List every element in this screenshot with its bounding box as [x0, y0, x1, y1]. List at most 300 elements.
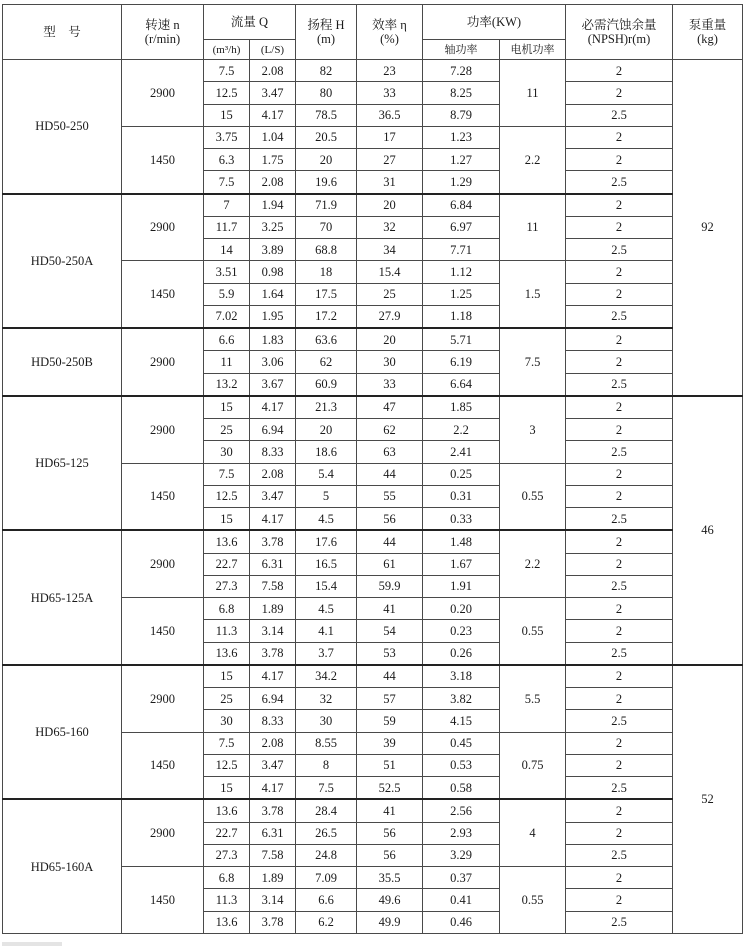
- head-cell: 30: [296, 710, 357, 732]
- head-cell: 26.5: [296, 822, 357, 844]
- npsh-cell: 2: [566, 665, 673, 688]
- table-row: [3, 665, 743, 688]
- head-cell: 3.7: [296, 642, 357, 665]
- shaft-power-cell: 8.79: [423, 104, 500, 126]
- npsh-cell: 2: [566, 261, 673, 283]
- npsh-cell: 2: [566, 598, 673, 620]
- shaft-power-cell: 8.25: [423, 82, 500, 104]
- table-row: [3, 194, 743, 217]
- efficiency-cell: 20: [357, 328, 423, 351]
- efficiency-cell: 33: [357, 82, 423, 104]
- head-cell: 71.9: [296, 194, 357, 217]
- shaft-power-cell: 3.18: [423, 665, 500, 688]
- flow-m3h-cell: 11.3: [204, 889, 250, 911]
- flow-ls-cell: 3.25: [250, 216, 296, 238]
- head-header-label: 扬程 H: [307, 18, 345, 32]
- flow-m3h-cell: 6.3: [204, 149, 250, 171]
- speed-cell: 2900: [122, 328, 204, 396]
- flow-ls-cell: 3.06: [250, 351, 296, 373]
- shaft-power-cell: 1.27: [423, 149, 500, 171]
- flow-ls-cell: 8.33: [250, 441, 296, 463]
- flow-ls-cell: 1.04: [250, 126, 296, 148]
- npsh-cell: 2: [566, 822, 673, 844]
- speed-cell: 1450: [122, 867, 204, 934]
- flow-ls-cell: 8.33: [250, 710, 296, 732]
- head-cell: 17.5: [296, 283, 357, 305]
- shaft-power-cell: 1.23: [423, 126, 500, 148]
- npsh-cell: 2.5: [566, 642, 673, 665]
- flow-m3h-cell: 12.5: [204, 485, 250, 507]
- head-cell: 34.2: [296, 665, 357, 688]
- flow-ls-cell: 4.17: [250, 104, 296, 126]
- npsh-cell: 2: [566, 216, 673, 238]
- npsh-cell: 2: [566, 126, 673, 148]
- speed-cell: 1450: [122, 732, 204, 799]
- flow-ls-cell: 6.31: [250, 553, 296, 575]
- efficiency-cell: 36.5: [357, 104, 423, 126]
- flow-ls-cell: 6.94: [250, 688, 296, 710]
- shaft-power-cell: 1.67: [423, 553, 500, 575]
- speed-cell: 2900: [122, 60, 204, 127]
- model-header: 型 号: [3, 5, 122, 60]
- head-cell: 17.6: [296, 530, 357, 553]
- head-cell: 24.8: [296, 844, 357, 866]
- efficiency-cell: 23: [357, 60, 423, 82]
- speed-cell: 2900: [122, 530, 204, 597]
- efficiency-cell: 56: [357, 822, 423, 844]
- shaft-power-cell: 0.31: [423, 485, 500, 507]
- shaft-power-cell: 0.37: [423, 867, 500, 889]
- flow-ls-cell: 1.89: [250, 598, 296, 620]
- shaft-power-cell: 0.33: [423, 508, 500, 531]
- header-row: [3, 5, 743, 40]
- speed-cell: 1450: [122, 463, 204, 530]
- speed-cell: 1450: [122, 261, 204, 328]
- npsh-header: [566, 5, 673, 60]
- efficiency-cell: 56: [357, 508, 423, 531]
- flow-ls-cell: 2.08: [250, 171, 296, 194]
- speed-header-unit: (r/min): [144, 32, 181, 46]
- head-cell: 80: [296, 82, 357, 104]
- weight-cell: 46: [673, 396, 743, 665]
- flow-m3h-cell: 15: [204, 104, 250, 126]
- flow-ls-cell: 4.17: [250, 396, 296, 419]
- efficiency-cell: 63: [357, 441, 423, 463]
- flow-ls-cell: 4.17: [250, 508, 296, 531]
- table-row: [3, 799, 743, 822]
- head-cell: 4.5: [296, 508, 357, 531]
- efficiency-cell: 53: [357, 642, 423, 665]
- flow-ls-cell: 6.31: [250, 822, 296, 844]
- npsh-cell: 2: [566, 732, 673, 754]
- flow-ls-cell: 3.67: [250, 373, 296, 396]
- flow-m3h-cell: 5.9: [204, 283, 250, 305]
- npsh-cell: 2.5: [566, 239, 673, 261]
- weight-cell: 52: [673, 665, 743, 934]
- flow-ls-cell: 3.47: [250, 485, 296, 507]
- flow-ls-cell: 1.95: [250, 305, 296, 328]
- pump-performance-table: [2, 4, 743, 934]
- speed-header: [122, 5, 204, 60]
- head-cell: 21.3: [296, 396, 357, 419]
- npsh-cell: 2.5: [566, 373, 673, 396]
- npsh-cell: 2: [566, 463, 673, 485]
- flow-m3h-cell: 11.3: [204, 620, 250, 642]
- efficiency-cell: 44: [357, 665, 423, 688]
- model-name-cell: HD65-125A: [3, 530, 122, 665]
- npsh-cell: 2.5: [566, 508, 673, 531]
- head-cell: 16.5: [296, 553, 357, 575]
- flow-unit-m3h: (m³/h): [204, 40, 250, 60]
- head-cell: 7.5: [296, 777, 357, 800]
- flow-m3h-cell: 7.5: [204, 60, 250, 82]
- efficiency-cell: 39: [357, 732, 423, 754]
- weight-header-label: 泵重量: [688, 18, 727, 32]
- efficiency-cell: 34: [357, 239, 423, 261]
- head-cell: 82: [296, 60, 357, 82]
- shaft-power-cell: 6.19: [423, 351, 500, 373]
- model-name-cell: HD65-160: [3, 665, 122, 800]
- flow-m3h-cell: 11: [204, 351, 250, 373]
- flow-m3h-cell: 7.5: [204, 463, 250, 485]
- model-name-cell: HD50-250B: [3, 328, 122, 396]
- npsh-cell: 2: [566, 60, 673, 82]
- shaft-power-cell: 0.46: [423, 911, 500, 933]
- head-cell: 70: [296, 216, 357, 238]
- speed-cell: 2900: [122, 665, 204, 732]
- flow-ls-cell: 2.08: [250, 60, 296, 82]
- speed-cell: 2900: [122, 799, 204, 866]
- npsh-cell: 2: [566, 754, 673, 776]
- shaft-power-cell: 1.25: [423, 283, 500, 305]
- flow-m3h-cell: 22.7: [204, 553, 250, 575]
- shaft-power-cell: 0.58: [423, 777, 500, 800]
- flow-m3h-cell: 13.6: [204, 911, 250, 933]
- shaft-power-cell: 5.71: [423, 328, 500, 351]
- shaft-power-cell: 0.20: [423, 598, 500, 620]
- flow-m3h-cell: 25: [204, 688, 250, 710]
- head-cell: 18: [296, 261, 357, 283]
- shaft-power-cell: 0.25: [423, 463, 500, 485]
- efficiency-cell: 41: [357, 799, 423, 822]
- head-cell: 18.6: [296, 441, 357, 463]
- flow-ls-cell: 3.78: [250, 530, 296, 553]
- shaft-power-cell: 6.64: [423, 373, 500, 396]
- efficiency-cell: 30: [357, 351, 423, 373]
- shaft-power-cell: 0.53: [423, 754, 500, 776]
- efficiency-header-unit: (%): [380, 32, 399, 46]
- flow-m3h-cell: 13.6: [204, 530, 250, 553]
- flow-ls-cell: 3.78: [250, 799, 296, 822]
- npsh-cell: 2.5: [566, 171, 673, 194]
- flow-m3h-cell: 27.3: [204, 844, 250, 866]
- npsh-cell: 2: [566, 396, 673, 419]
- efficiency-cell: 51: [357, 754, 423, 776]
- npsh-cell: 2.5: [566, 575, 673, 597]
- efficiency-cell: 35.5: [357, 867, 423, 889]
- flow-m3h-cell: 7.02: [204, 305, 250, 328]
- efficiency-cell: 62: [357, 419, 423, 441]
- flow-ls-cell: 1.83: [250, 328, 296, 351]
- head-cell: 5: [296, 485, 357, 507]
- head-cell: 63.6: [296, 328, 357, 351]
- shaft-power-header: 轴功率: [423, 40, 500, 60]
- flow-ls-cell: 7.58: [250, 844, 296, 866]
- speed-cell: 2900: [122, 194, 204, 261]
- efficiency-cell: 15.4: [357, 261, 423, 283]
- flow-ls-cell: 7.58: [250, 575, 296, 597]
- head-cell: 20: [296, 149, 357, 171]
- head-cell: 78.5: [296, 104, 357, 126]
- efficiency-cell: 52.5: [357, 777, 423, 800]
- flow-m3h-cell: 27.3: [204, 575, 250, 597]
- shaft-power-cell: 2.93: [423, 822, 500, 844]
- flow-m3h-cell: 3.75: [204, 126, 250, 148]
- shaft-power-cell: 4.15: [423, 710, 500, 732]
- speed-cell: 1450: [122, 126, 204, 193]
- head-cell: 20: [296, 419, 357, 441]
- head-cell: 68.8: [296, 239, 357, 261]
- flow-m3h-cell: 7.5: [204, 171, 250, 194]
- motor-power-cell: 3: [500, 396, 566, 463]
- motor-power-cell: 0.55: [500, 867, 566, 934]
- head-cell: 8.55: [296, 732, 357, 754]
- table-row: [3, 60, 743, 82]
- shaft-power-cell: 1.91: [423, 575, 500, 597]
- shaft-power-cell: 7.28: [423, 60, 500, 82]
- table-row: [3, 530, 743, 553]
- flow-ls-cell: 6.94: [250, 419, 296, 441]
- flow-ls-cell: 3.47: [250, 82, 296, 104]
- flow-m3h-cell: 7: [204, 194, 250, 217]
- motor-power-cell: 1.5: [500, 261, 566, 328]
- motor-power-cell: 0.55: [500, 463, 566, 530]
- efficiency-cell: 55: [357, 485, 423, 507]
- npsh-cell: 2: [566, 328, 673, 351]
- efficiency-cell: 17: [357, 126, 423, 148]
- npsh-cell: 2: [566, 620, 673, 642]
- npsh-cell: 2: [566, 351, 673, 373]
- flow-m3h-cell: 12.5: [204, 82, 250, 104]
- motor-power-header: 电机功率: [500, 40, 566, 60]
- motor-power-cell: 0.75: [500, 732, 566, 799]
- npsh-cell: 2.5: [566, 104, 673, 126]
- npsh-cell: 2: [566, 283, 673, 305]
- bottom-scroll-strip: [2, 942, 62, 946]
- head-cell: 32: [296, 688, 357, 710]
- speed-cell: 2900: [122, 396, 204, 463]
- flow-ls-cell: 4.17: [250, 665, 296, 688]
- flow-m3h-cell: 3.51: [204, 261, 250, 283]
- motor-power-cell: 7.5: [500, 328, 566, 396]
- head-cell: 7.09: [296, 867, 357, 889]
- model-name-cell: HD50-250: [3, 60, 122, 194]
- flow-unit-ls: (L/S): [250, 40, 296, 60]
- flow-m3h-cell: 22.7: [204, 822, 250, 844]
- flow-ls-cell: 3.14: [250, 889, 296, 911]
- speed-cell: 1450: [122, 598, 204, 665]
- flow-m3h-cell: 15: [204, 665, 250, 688]
- efficiency-cell: 44: [357, 463, 423, 485]
- efficiency-cell: 54: [357, 620, 423, 642]
- speed-header-label: 转速 n: [145, 18, 180, 32]
- weight-header: [673, 5, 743, 60]
- npsh-cell: 2.5: [566, 777, 673, 800]
- head-cell: 4.5: [296, 598, 357, 620]
- flow-m3h-cell: 30: [204, 441, 250, 463]
- npsh-cell: 2: [566, 799, 673, 822]
- flow-m3h-cell: 6.6: [204, 328, 250, 351]
- flow-ls-cell: 0.98: [250, 261, 296, 283]
- efficiency-cell: 49.9: [357, 911, 423, 933]
- shaft-power-cell: 0.26: [423, 642, 500, 665]
- motor-power-cell: 2.2: [500, 530, 566, 597]
- flow-m3h-cell: 15: [204, 396, 250, 419]
- efficiency-cell: 32: [357, 216, 423, 238]
- efficiency-header: [357, 5, 423, 60]
- head-header-unit: (m): [316, 32, 336, 46]
- table-row: [3, 328, 743, 351]
- flow-m3h-cell: 7.5: [204, 732, 250, 754]
- efficiency-cell: 61: [357, 553, 423, 575]
- npsh-cell: 2: [566, 485, 673, 507]
- npsh-cell: 2.5: [566, 305, 673, 328]
- npsh-cell: 2.5: [566, 710, 673, 732]
- motor-power-cell: 4: [500, 799, 566, 866]
- efficiency-cell: 44: [357, 530, 423, 553]
- efficiency-cell: 59.9: [357, 575, 423, 597]
- motor-power-cell: 0.55: [500, 598, 566, 665]
- flow-m3h-cell: 13.2: [204, 373, 250, 396]
- shaft-power-cell: 0.41: [423, 889, 500, 911]
- flow-m3h-cell: 25: [204, 419, 250, 441]
- shaft-power-cell: 1.18: [423, 305, 500, 328]
- motor-power-cell: 2.2: [500, 126, 566, 193]
- flow-ls-cell: 3.47: [250, 754, 296, 776]
- head-cell: 6.2: [296, 911, 357, 933]
- head-cell: 4.1: [296, 620, 357, 642]
- flow-m3h-cell: 15: [204, 777, 250, 800]
- model-name-cell: HD50-250A: [3, 194, 122, 329]
- flow-ls-cell: 2.08: [250, 732, 296, 754]
- flow-m3h-cell: 14: [204, 239, 250, 261]
- npsh-cell: 2.5: [566, 844, 673, 866]
- shaft-power-cell: 2.56: [423, 799, 500, 822]
- flow-m3h-cell: 12.5: [204, 754, 250, 776]
- head-cell: 62: [296, 351, 357, 373]
- flow-m3h-cell: 13.6: [204, 799, 250, 822]
- head-cell: 28.4: [296, 799, 357, 822]
- flow-ls-cell: 1.94: [250, 194, 296, 217]
- head-cell: 8: [296, 754, 357, 776]
- table-row: [3, 396, 743, 419]
- npsh-cell: 2: [566, 889, 673, 911]
- model-name-cell: HD65-160A: [3, 799, 122, 933]
- shaft-power-cell: 2.41: [423, 441, 500, 463]
- efficiency-cell: 47: [357, 396, 423, 419]
- head-cell: 19.6: [296, 171, 357, 194]
- efficiency-cell: 25: [357, 283, 423, 305]
- shaft-power-cell: 6.84: [423, 194, 500, 217]
- efficiency-cell: 33: [357, 373, 423, 396]
- head-cell: 15.4: [296, 575, 357, 597]
- flow-m3h-cell: 6.8: [204, 598, 250, 620]
- flow-ls-cell: 4.17: [250, 777, 296, 800]
- flow-m3h-cell: 13.6: [204, 642, 250, 665]
- flow-m3h-cell: 6.8: [204, 867, 250, 889]
- flow-header: 流量 Q: [204, 5, 296, 40]
- npsh-cell: 2: [566, 419, 673, 441]
- head-cell: 5.4: [296, 463, 357, 485]
- efficiency-cell: 56: [357, 844, 423, 866]
- efficiency-cell: 49.6: [357, 889, 423, 911]
- flow-ls-cell: 1.89: [250, 867, 296, 889]
- npsh-cell: 2: [566, 82, 673, 104]
- shaft-power-cell: 1.85: [423, 396, 500, 419]
- flow-ls-cell: 3.78: [250, 642, 296, 665]
- shaft-power-cell: 3.29: [423, 844, 500, 866]
- shaft-power-cell: 1.48: [423, 530, 500, 553]
- efficiency-cell: 57: [357, 688, 423, 710]
- flow-ls-cell: 3.89: [250, 239, 296, 261]
- head-cell: 6.6: [296, 889, 357, 911]
- head-header: [296, 5, 357, 60]
- shaft-power-cell: 1.12: [423, 261, 500, 283]
- shaft-power-cell: 2.2: [423, 419, 500, 441]
- npsh-header-unit: (NPSH)r(m): [587, 32, 651, 46]
- flow-ls-cell: 3.78: [250, 911, 296, 933]
- shaft-power-cell: 7.71: [423, 239, 500, 261]
- weight-cell: 92: [673, 60, 743, 396]
- efficiency-cell: 31: [357, 171, 423, 194]
- flow-ls-cell: 3.14: [250, 620, 296, 642]
- npsh-cell: 2: [566, 688, 673, 710]
- weight-header-unit: (kg): [697, 32, 718, 46]
- npsh-cell: 2: [566, 867, 673, 889]
- table-body: [3, 60, 743, 934]
- npsh-cell: 2: [566, 149, 673, 171]
- flow-ls-cell: 2.08: [250, 463, 296, 485]
- shaft-power-cell: 1.29: [423, 171, 500, 194]
- shaft-power-cell: 3.82: [423, 688, 500, 710]
- npsh-cell: 2.5: [566, 441, 673, 463]
- flow-m3h-cell: 11.7: [204, 216, 250, 238]
- flow-ls-cell: 1.64: [250, 283, 296, 305]
- efficiency-header-label: 效率 η: [372, 18, 407, 32]
- efficiency-cell: 20: [357, 194, 423, 217]
- model-name-cell: HD65-125: [3, 396, 122, 531]
- npsh-cell: 2.5: [566, 911, 673, 933]
- npsh-cell: 2: [566, 553, 673, 575]
- motor-power-cell: 5.5: [500, 665, 566, 732]
- head-cell: 17.2: [296, 305, 357, 328]
- npsh-cell: 2: [566, 194, 673, 217]
- power-header: 功率(KW): [423, 5, 566, 40]
- head-cell: 20.5: [296, 126, 357, 148]
- npsh-header-label: 必需汽蚀余量: [581, 18, 657, 32]
- flow-ls-cell: 1.75: [250, 149, 296, 171]
- efficiency-cell: 41: [357, 598, 423, 620]
- efficiency-cell: 59: [357, 710, 423, 732]
- shaft-power-cell: 6.97: [423, 216, 500, 238]
- efficiency-cell: 27: [357, 149, 423, 171]
- motor-power-cell: 11: [500, 194, 566, 261]
- flow-m3h-cell: 30: [204, 710, 250, 732]
- npsh-cell: 2: [566, 530, 673, 553]
- shaft-power-cell: 0.23: [423, 620, 500, 642]
- motor-power-cell: 11: [500, 60, 566, 127]
- head-cell: 60.9: [296, 373, 357, 396]
